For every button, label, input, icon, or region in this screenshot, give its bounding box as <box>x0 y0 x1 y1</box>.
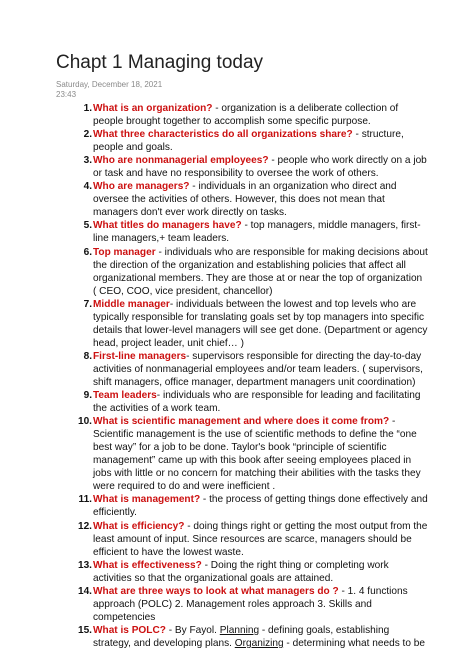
list-item <box>83 180 428 219</box>
question-text: First-line managers <box>93 350 187 362</box>
list-item <box>77 624 428 650</box>
item-number: 3. <box>83 155 92 167</box>
question-text: Top manager <box>93 246 156 258</box>
note-time: 23:43 <box>56 90 77 99</box>
item-number: 13. <box>77 559 92 571</box>
answer-text: - individuals between the lowest and top levels who are typically responsible for translating goals set by top managers into specific details that lower-level managers will see get done. (Department or agency head, project leader, unit chief… ) <box>93 298 428 349</box>
item-number: 6. <box>83 246 92 258</box>
item-number: 9. <box>83 390 92 402</box>
item-number: 7. <box>83 298 92 310</box>
list-item <box>83 389 428 415</box>
note-date: Saturday, December 18, 2021 <box>56 80 163 89</box>
list-item <box>77 415 428 493</box>
page-title: Chapt 1 Managing today <box>56 52 264 73</box>
question-text: What is effectiveness? <box>93 559 202 571</box>
question-text: Who are managers? <box>93 181 190 193</box>
item-number: 12. <box>77 520 92 532</box>
question-text: What are three ways to look at what managers do ? <box>93 585 339 597</box>
list-item <box>78 493 428 519</box>
question-text: What three characteristics do all organizations share? <box>93 129 353 141</box>
answer-text: - the process of getting things done effectively and efficiently. <box>93 494 428 519</box>
item-number: 1. <box>83 103 92 114</box>
answer-text: - individuals who are responsible for making decisions about the direction of the organization and establishing policies that affect all organizational members. They are those at or near the top of organization ( CEO, COO, vice president, chancellor) <box>93 246 428 297</box>
item-number: 5. <box>83 220 92 232</box>
list-item <box>83 350 428 389</box>
question-text: What is POLC? <box>93 624 166 636</box>
question-text: Middle manager <box>93 298 170 310</box>
answer-text: - individuals who are responsible for leading and facilitating the activities of a work team. <box>93 390 421 415</box>
list-item <box>77 520 428 559</box>
question-text: What titles do managers have? <box>93 220 242 232</box>
item-number: 11. <box>78 494 92 506</box>
answer-text: - Scientific management is the use of scientific methods to define the “one best way” for a job to be done. Taylor's book “principle of scientific management” came up with this book after seeing employees placed in jobs with little or no concern for matching their abilities with the tasks they were required to do and were inefficient . <box>93 416 421 493</box>
answer-text: - By Fayol. <box>165 624 220 636</box>
question-text: What is efficiency? <box>93 520 185 532</box>
item-number: 14. <box>77 585 92 597</box>
answer-text: - 1. 4 functions approach (POLC) 2. Management roles approach 3. Skills and competencies <box>93 585 408 623</box>
question-text: What is scientific management and where does it come from? <box>93 416 390 428</box>
answer-text: - supervisors responsible for directing the day-to-day activities of nonmanagerial employees and/or team leaders. ( supervisors, shift managers, office manager, department managers unit coordination) <box>93 350 423 388</box>
list-item <box>83 154 428 180</box>
list-item <box>77 559 428 585</box>
list-item <box>77 585 428 624</box>
question-text: Who are nonmanagerial employees? <box>93 155 269 167</box>
term-planning: Planning <box>219 624 260 636</box>
answer-text: - top managers, middle managers, first-line managers,+ team leaders. <box>93 220 421 245</box>
answer-text: - determining what needs to be <box>283 637 426 649</box>
question-text: What is an organization? <box>93 103 213 114</box>
item-number: 15. <box>77 624 92 636</box>
list-item <box>83 102 428 128</box>
answer-text: - individuals in an organization who direct and oversee the activities of others. However, this does not mean that managers don't ever work directly on tasks. <box>93 181 397 219</box>
item-number: 4. <box>83 181 92 193</box>
item-number: 10. <box>77 416 92 428</box>
answer-text: - doing things right or getting the most output from the least amount of input. Since resources are scarce, managers should be efficient to have the lowest waste. <box>93 520 428 558</box>
answer-text: - defining goals, establishing strategy, and developing plans. <box>93 624 390 649</box>
list-item <box>83 128 428 154</box>
answer-text: - people who work directly on a job or task and have no responsibility to oversee the work of others. <box>93 155 427 180</box>
item-number: 2. <box>83 129 92 141</box>
answer-text: - structure, people and goals. <box>93 129 404 154</box>
answer-text: - Doing the right thing or completing work activities so that the organizational goals are attained. <box>93 559 389 584</box>
question-text: What is management? <box>93 494 201 506</box>
list-item <box>83 246 428 298</box>
list-item <box>83 298 428 350</box>
question-text: Team leaders <box>93 390 157 402</box>
term-organizing: Organizing <box>234 637 284 649</box>
answer-text: - organization is a deliberate collection of people brought together to accomplish some specific purpose. <box>93 103 399 128</box>
item-number: 8. <box>83 350 92 362</box>
qa-list <box>77 102 428 650</box>
list-item <box>83 219 428 245</box>
